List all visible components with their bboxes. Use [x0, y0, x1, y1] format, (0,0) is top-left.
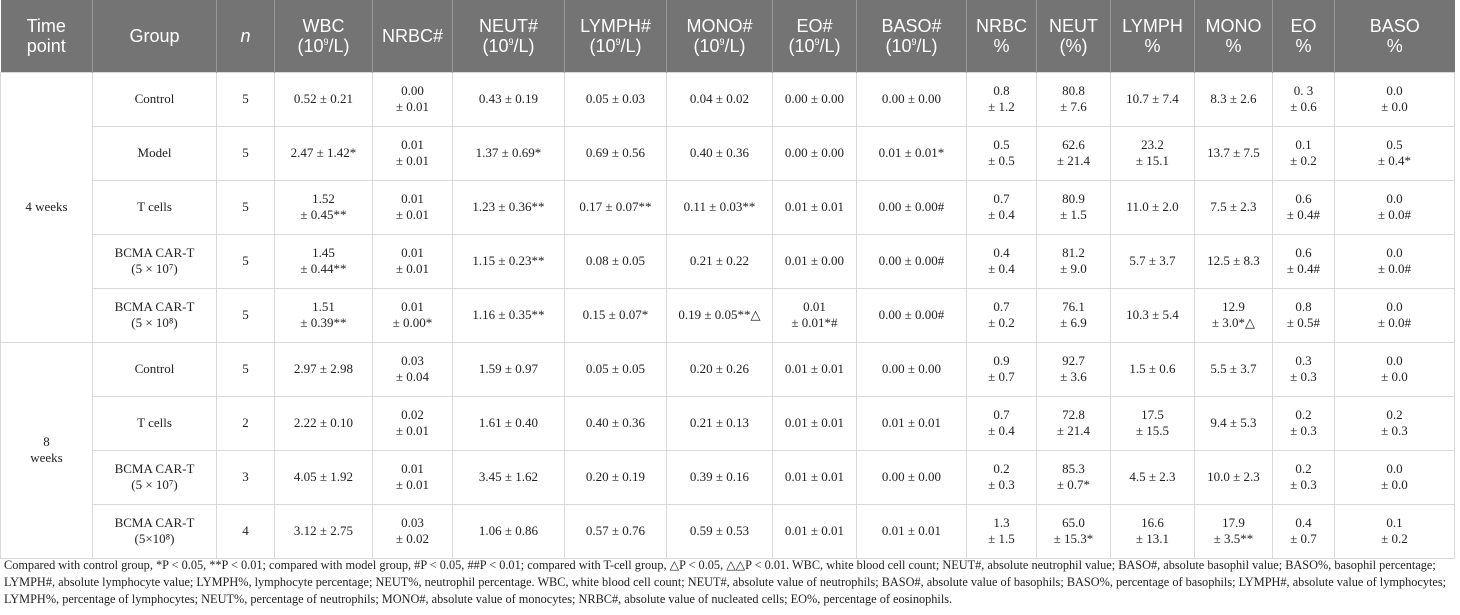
value-cell: 0.00 ± 0.00# — [857, 180, 967, 234]
value-cell: 0.01 ± 0.01 — [773, 180, 857, 234]
column-header: NEUT# $(10^9/L)$ — [453, 0, 565, 72]
value-cell: 5 — [217, 72, 275, 126]
value-cell: 0.1 ± 0.2 — [1335, 504, 1455, 558]
value-cell: 11.0 ± 2.0 — [1111, 180, 1195, 234]
value-cell: 0.59 ± 0.53 — [667, 504, 773, 558]
value-cell: 1.3 ± 1.5 — [967, 504, 1037, 558]
value-cell: 0.2 ± 0.3 — [967, 450, 1037, 504]
value-cell: 0.0 ± 0.0 — [1335, 450, 1455, 504]
value-cell: 0.20 ± 0.19 — [565, 450, 667, 504]
value-cell: 3.12 ± 2.75 — [275, 504, 373, 558]
value-cell: 0.01 ± 0.01 — [373, 180, 453, 234]
value-cell: 0.0 ± 0.0# — [1335, 234, 1455, 288]
value-cell: 81.2 ± 9.0 — [1037, 234, 1111, 288]
value-cell: 0.1 ± 0.2 — [1273, 126, 1335, 180]
value-cell: 0.01 ± 0.00* — [373, 288, 453, 342]
group-cell: BCMA CAR-T (5 × 10⁷) — [93, 234, 217, 288]
value-cell: 0.00 ± 0.00 — [773, 72, 857, 126]
value-cell: 1.5 ± 0.6 — [1111, 342, 1195, 396]
value-cell: 0.02 ± 0.01 — [373, 396, 453, 450]
value-cell: 5 — [217, 126, 275, 180]
value-cell: 0.20 ± 0.26 — [667, 342, 773, 396]
value-cell: 0.00 ± 0.00 — [857, 342, 967, 396]
value-cell: 0.5 ± 0.4* — [1335, 126, 1455, 180]
column-header: LYMPH % — [1111, 0, 1195, 72]
footnote: Compared with control group, *P < 0.05, **P < 0.01; compared with model group, #P < 0.05, ##P < 0.01; compared with T-cell group, △P < 0.05, △△P < 0.01. WBC, white blood cell count; NEUT#, absolute neutrophil value; BASO#, absolute basophil value; BASO%, basophil percentage; LYMPH#, absolute lymphocyte value; LYMPH%, lymphocyte percentage; NEUT%, neutrophil percentage. WBC, white blood cell count; NEUT#, absolute value of neutrophils; BASO#, absolute value of basophils; BASO%, percentage of basophils; LYMPH#, absolute value of lymphocytes; LYMPH%, percentage of lymphocytes; NEUT%, percentage of neutrophils; MONO#, absolute value of monocytes; NRBC#, absolute value of nucleated cells; EO%, percentage of eosinophils. — [4, 558, 1447, 606]
value-cell: 8.3 ± 2.6 — [1195, 72, 1273, 126]
value-cell: 0.00 ± 0.00 — [773, 126, 857, 180]
table-body — [1, 72, 1455, 558]
value-cell: 4.05 ± 1.92 — [275, 450, 373, 504]
value-cell: 10.7 ± 7.4 — [1111, 72, 1195, 126]
column-header: NRBC % — [967, 0, 1037, 72]
group-cell: BCMA CAR-T (5 × 10⁷) — [93, 450, 217, 504]
value-cell: 80.8 ± 7.6 — [1037, 72, 1111, 126]
value-cell: 0.2 ± 0.3 — [1335, 396, 1455, 450]
value-cell: 1.51 ± 0.39** — [275, 288, 373, 342]
table-row — [1, 234, 1455, 288]
value-cell: 0.05 ± 0.03 — [565, 72, 667, 126]
value-cell: 1.16 ± 0.35** — [453, 288, 565, 342]
value-cell: 62.6 ± 21.4 — [1037, 126, 1111, 180]
value-cell: 0. 3 ± 0.6 — [1273, 72, 1335, 126]
value-cell: 4 — [217, 504, 275, 558]
table-row — [1, 504, 1455, 558]
group-cell: Control — [93, 342, 217, 396]
value-cell: 10.3 ± 5.4 — [1111, 288, 1195, 342]
group-cell: Control — [93, 72, 217, 126]
value-cell: 0.2 ± 0.3 — [1273, 450, 1335, 504]
value-cell: 17.9 ± 3.5** — [1195, 504, 1273, 558]
value-cell: 1.45 ± 0.44** — [275, 234, 373, 288]
table-row — [1, 450, 1455, 504]
value-cell: 0.6 ± 0.4# — [1273, 180, 1335, 234]
time-point-cell: 4 weeks — [1, 72, 93, 342]
value-cell: 65.0 ± 15.3* — [1037, 504, 1111, 558]
value-cell: 0.00 ± 0.00# — [857, 234, 967, 288]
value-cell: 0.01 ± 0.01* — [857, 126, 967, 180]
value-cell: 9.4 ± 5.3 — [1195, 396, 1273, 450]
value-cell: 80.9 ± 1.5 — [1037, 180, 1111, 234]
value-cell: 0.7 ± 0.4 — [967, 180, 1037, 234]
value-cell: 0.19 ± 0.05**△ — [667, 288, 773, 342]
value-cell: 0.00 ± 0.00 — [857, 72, 967, 126]
value-cell: 92.7 ± 3.6 — [1037, 342, 1111, 396]
group-cell: BCMA CAR-T (5×10⁸) — [93, 504, 217, 558]
group-cell: T cells — [93, 396, 217, 450]
column-header: Time point — [1, 0, 93, 72]
group-cell: BCMA CAR-T (5 × 10⁸) — [93, 288, 217, 342]
value-cell: 0.7 ± 0.4 — [967, 396, 1037, 450]
value-cell: 13.7 ± 7.5 — [1195, 126, 1273, 180]
table-row — [1, 396, 1455, 450]
value-cell: 16.6 ± 13.1 — [1111, 504, 1195, 558]
value-cell: 0.08 ± 0.05 — [565, 234, 667, 288]
value-cell: 0.3 ± 0.3 — [1273, 342, 1335, 396]
column-header: NRBC# — [373, 0, 453, 72]
value-cell: 1.06 ± 0.86 — [453, 504, 565, 558]
value-cell: 12.9 ± 3.0*△ — [1195, 288, 1273, 342]
value-cell: 5.7 ± 3.7 — [1111, 234, 1195, 288]
value-cell: 0.05 ± 0.05 — [565, 342, 667, 396]
value-cell: 0.01 ± 0.01 — [773, 450, 857, 504]
table-row — [1, 126, 1455, 180]
value-cell: 1.59 ± 0.97 — [453, 342, 565, 396]
column-header: NEUT (%) — [1037, 0, 1111, 72]
table-row — [1, 288, 1455, 342]
value-cell: 85.3 ± 0.7* — [1037, 450, 1111, 504]
value-cell: 7.5 ± 2.3 — [1195, 180, 1273, 234]
value-cell: 0.0 ± 0.0# — [1335, 180, 1455, 234]
value-cell: 0.01 ± 0.01 — [373, 234, 453, 288]
value-cell: 1.23 ± 0.36** — [453, 180, 565, 234]
column-header: WBC $(10^9/L)$ — [275, 0, 373, 72]
value-cell: 0.01 ± 0.01*# — [773, 288, 857, 342]
value-cell: 3 — [217, 450, 275, 504]
value-cell: 0.0 ± 0.0 — [1335, 72, 1455, 126]
table-row — [1, 72, 1455, 126]
value-cell: 5 — [217, 288, 275, 342]
value-cell: 0.15 ± 0.07* — [565, 288, 667, 342]
value-cell: 0.21 ± 0.13 — [667, 396, 773, 450]
value-cell: 76.1 ± 6.9 — [1037, 288, 1111, 342]
value-cell: 0.4 ± 0.7 — [1273, 504, 1335, 558]
value-cell: 0.39 ± 0.16 — [667, 450, 773, 504]
column-header: Group — [93, 0, 217, 72]
group-cell: Model — [93, 126, 217, 180]
value-cell: 10.0 ± 2.3 — [1195, 450, 1273, 504]
value-cell: 2 — [217, 396, 275, 450]
value-cell: 0.01 ± 0.01 — [857, 504, 967, 558]
value-cell: 0.03 ± 0.02 — [373, 504, 453, 558]
value-cell: 5 — [217, 180, 275, 234]
value-cell: 0.01 ± 0.01 — [373, 126, 453, 180]
value-cell: 0.11 ± 0.03** — [667, 180, 773, 234]
value-cell: 5 — [217, 342, 275, 396]
value-cell: 4.5 ± 2.3 — [1111, 450, 1195, 504]
column-header: BASO# $(10^9/L)$ — [857, 0, 967, 72]
value-cell: 0.01 ± 0.00 — [773, 234, 857, 288]
value-cell: 72.8 ± 21.4 — [1037, 396, 1111, 450]
value-cell: 0.0 ± 0.0# — [1335, 288, 1455, 342]
value-cell: 0.69 ± 0.56 — [565, 126, 667, 180]
value-cell: 0.40 ± 0.36 — [565, 396, 667, 450]
value-cell: 0.57 ± 0.76 — [565, 504, 667, 558]
value-cell: 5.5 ± 3.7 — [1195, 342, 1273, 396]
value-cell: 0.03 ± 0.04 — [373, 342, 453, 396]
table-row — [1, 180, 1455, 234]
value-cell: 0.00 ± 0.00# — [857, 288, 967, 342]
column-header: MONO# $(10^9/L)$ — [667, 0, 773, 72]
value-cell: 0.5 ± 0.5 — [967, 126, 1037, 180]
value-cell: 0.01 ± 0.01 — [773, 342, 857, 396]
value-cell: 1.37 ± 0.69* — [453, 126, 565, 180]
value-cell: 0.0 ± 0.0 — [1335, 342, 1455, 396]
value-cell: 0.17 ± 0.07** — [565, 180, 667, 234]
value-cell: 0.01 ± 0.01 — [773, 504, 857, 558]
value-cell: 0.52 ± 0.21 — [275, 72, 373, 126]
header-row — [1, 0, 1455, 72]
value-cell: 0.40 ± 0.36 — [667, 126, 773, 180]
table-row — [1, 342, 1455, 396]
value-cell: 0.01 ± 0.01 — [857, 396, 967, 450]
value-cell: 5 — [217, 234, 275, 288]
value-cell: 0.00 ± 0.00 — [857, 450, 967, 504]
column-header: EO % — [1273, 0, 1335, 72]
column-header: n — [217, 0, 275, 72]
value-cell: 0.01 ± 0.01 — [773, 396, 857, 450]
value-cell: 1.52 ± 0.45** — [275, 180, 373, 234]
value-cell: 0.6 ± 0.4# — [1273, 234, 1335, 288]
value-cell: 0.8 ± 0.5# — [1273, 288, 1335, 342]
value-cell: 1.61 ± 0.40 — [453, 396, 565, 450]
column-header: MONO % — [1195, 0, 1273, 72]
value-cell: 0.01 ± 0.01 — [373, 450, 453, 504]
value-cell: 0.9 ± 0.7 — [967, 342, 1037, 396]
value-cell: 0.8 ± 1.2 — [967, 72, 1037, 126]
value-cell: 3.45 ± 1.62 — [453, 450, 565, 504]
time-point-cell: 8 weeks — [1, 342, 93, 558]
column-header: BASO % — [1335, 0, 1455, 72]
value-cell: 0.04 ± 0.02 — [667, 72, 773, 126]
value-cell: 17.5 ± 15.5 — [1111, 396, 1195, 450]
value-cell: 12.5 ± 8.3 — [1195, 234, 1273, 288]
value-cell: 0.2 ± 0.3 — [1273, 396, 1335, 450]
value-cell: 0.4 ± 0.4 — [967, 234, 1037, 288]
value-cell: 0.00 ± 0.01 — [373, 72, 453, 126]
value-cell: 23.2 ± 15.1 — [1111, 126, 1195, 180]
column-header: EO# $(10^9/L)$ — [773, 0, 857, 72]
value-cell: 0.7 ± 0.2 — [967, 288, 1037, 342]
value-cell: 2.22 ± 0.10 — [275, 396, 373, 450]
group-cell: T cells — [93, 180, 217, 234]
value-cell: 0.21 ± 0.22 — [667, 234, 773, 288]
value-cell: 2.97 ± 2.98 — [275, 342, 373, 396]
column-header: LYMPH# $(10^9/L)$ — [565, 0, 667, 72]
value-cell: 1.15 ± 0.23** — [453, 234, 565, 288]
value-cell: 0.43 ± 0.19 — [453, 72, 565, 126]
value-cell: 2.47 ± 1.42* — [275, 126, 373, 180]
